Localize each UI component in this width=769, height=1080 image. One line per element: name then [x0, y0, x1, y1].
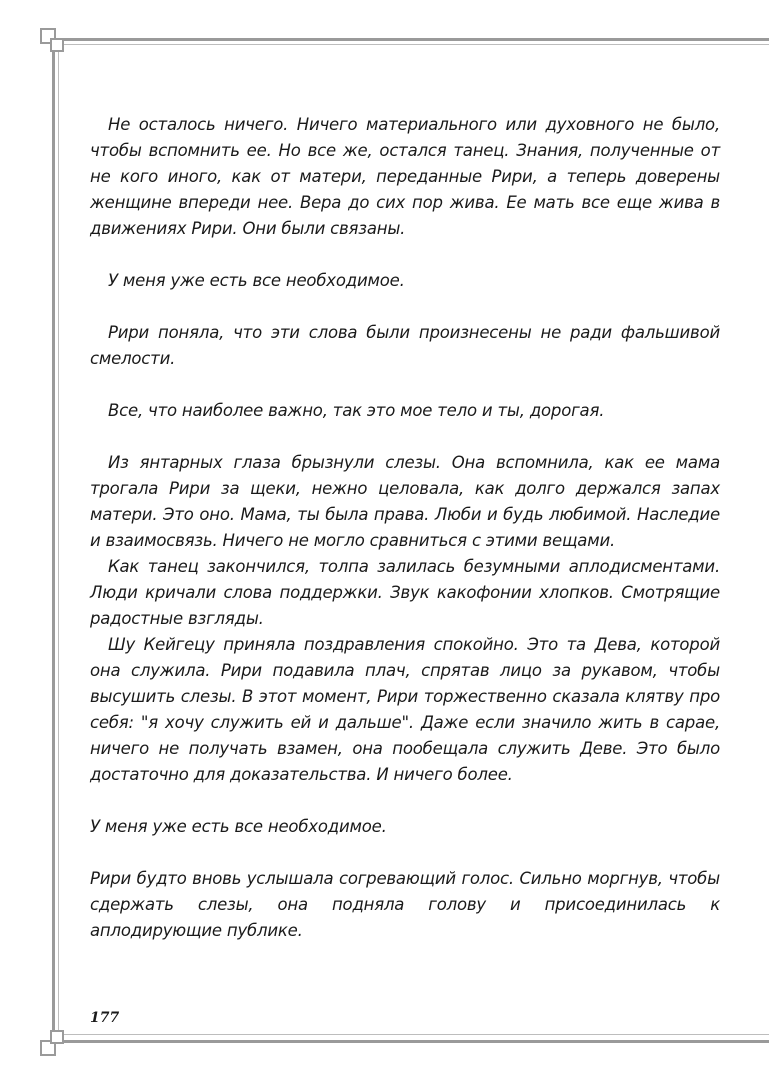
frame-corner-ornament-top-inner — [50, 38, 64, 52]
paragraph: Не осталось ничего. Ничего материального или духовного не было, чтобы вспомнить ее. Но все же, остался танец. Знания, полученные от не кого иного, как от матери, переданные Рири, а теперь доверены женщине впереди нее. Вера до сих пор жива. Ее мать все еще жива в движениях Рири. Они были связаны. — [90, 115, 720, 238]
paragraph-italic: У меня уже есть все необходимое. — [90, 817, 387, 836]
paragraph: Шу Кейгецу приняла поздравления спокойно. Это та Дева, которой она служила. Рири подавила плач, спрятав лицо за рукавом, чтобы высушить слезы. В этот момент, Рири торжественно сказала клятву про себя: "я хочу служить ей и дальше". Даже если значило жить в сарае, ничего не получать взамен, она пообещала служить Деве. Это было достаточно для доказательства. И ничего более. — [90, 635, 720, 784]
page-frame-top-inner — [58, 44, 769, 45]
page-frame-top — [52, 38, 769, 41]
paragraph-italic: У меня уже есть все необходимое. — [108, 271, 405, 290]
paragraph-italic: Все, что наиболее важно, так это мое тело и ты, дорогая. — [108, 401, 605, 420]
page-frame-bottom — [52, 1040, 769, 1043]
paragraph: Рири будто вновь услышала согревающий голос. Сильно моргнув, чтобы сдержать слезы, она подняла голову и присоединилась к аплодирующие публике. — [90, 869, 720, 940]
page-frame-left-inner — [58, 44, 59, 1037]
frame-corner-ornament-bottom-inner — [50, 1030, 64, 1044]
paragraph: Как танец закончился, толпа залилась безумными аплодисментами. Люди кричали слова поддержки. Звук какофонии хлопков. Смотрящие радостные взгляды. — [90, 557, 720, 628]
page-frame-left — [52, 38, 55, 1043]
page-frame-bottom-inner — [58, 1034, 769, 1035]
page-number: 177 — [90, 1010, 120, 1026]
body-text — [90, 112, 720, 944]
paragraph: Рири поняла, что эти слова были произнесены не ради фальшивой смелости. — [90, 323, 720, 368]
paragraph: Из янтарных глаза брызнули слезы. Она вспомнила, как ее мама трогала Рири за щеки, нежно целовала, как долго держался запах матери. Это оно. Мама, ты была права. Люби и будь любимой. Наследие и взаимосвязь. Ничего не могло сравниться с этими вещами. — [90, 453, 720, 550]
